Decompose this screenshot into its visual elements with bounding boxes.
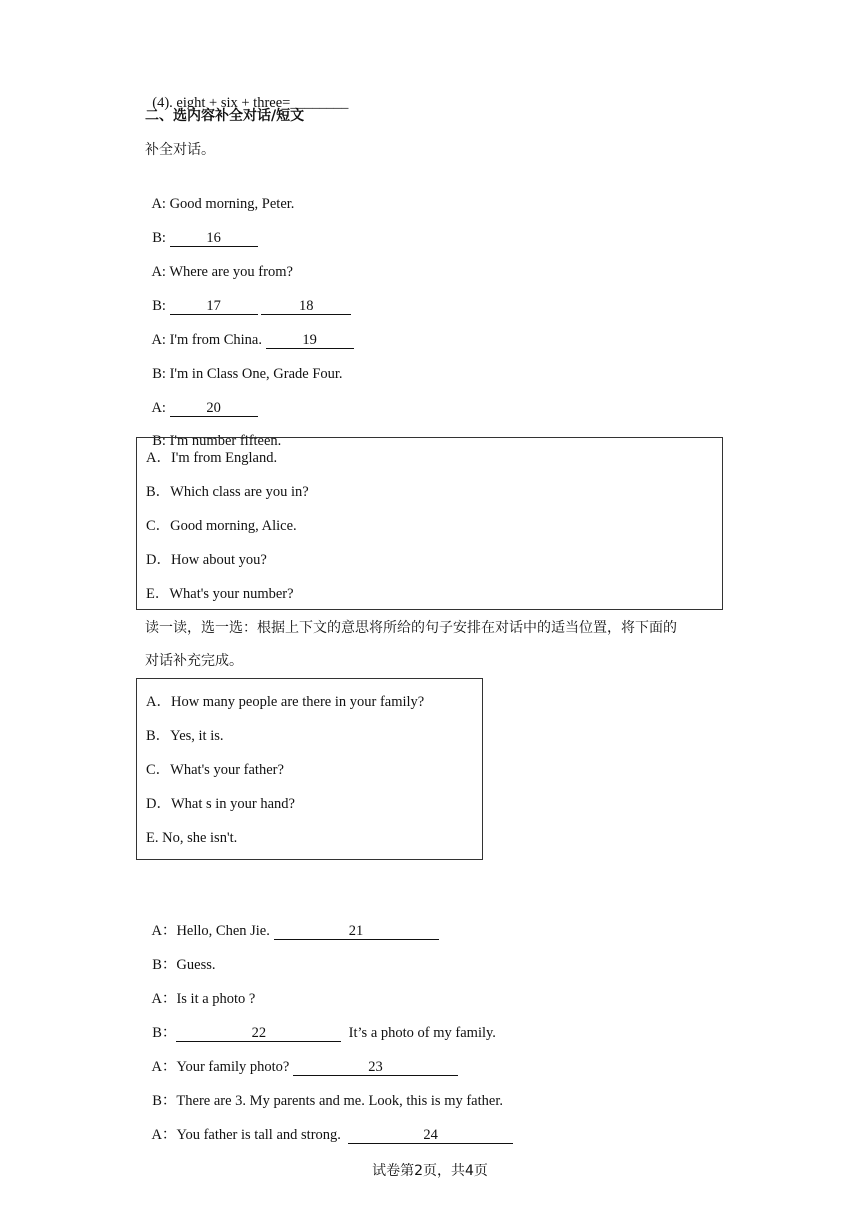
dialogue-text: Guess. [176,957,216,973]
option-b: B．Yes, it is. [146,728,224,744]
blank-number: 16 [206,230,221,246]
option-c: C．What's your father? [146,762,284,778]
option-d: D．How about you? [146,552,267,568]
option-c: C．Good morning, Alice. [146,518,297,534]
question-4-blank: ________ [290,95,349,111]
blank-number: 18 [298,298,314,314]
speaker: A： [151,991,177,1007]
dialogue-text: It’s a photo of my family. [341,1025,496,1041]
question-4-text: (4). eight + six + three= [152,95,291,111]
answer-blank-24[interactable] [348,1127,513,1144]
dialogue-line [145,1105,513,1145]
dialogue-text: Good morning, Peter. [169,196,295,212]
speaker: A： [151,1059,177,1075]
blank-number: 22 [251,1025,267,1041]
speaker: B: [152,433,170,449]
options-box [136,437,723,610]
dialogue-text: I'm from China. [169,332,266,348]
blank-number: 23 [368,1059,383,1075]
section-title: 二、选内容补全对话/短文 [145,108,305,124]
dialogue-text: You father is tall and strong. [176,1127,349,1143]
dialogue-text: Where are you from? [169,264,293,280]
option-a: A．I'm from England. [146,450,278,466]
blank-number: 19 [302,332,317,348]
blank-number: 24 [423,1127,438,1143]
option-b: B．Which class are you in? [146,484,309,500]
part2-instruction-line2: 对话补充完成。 [145,653,243,669]
dialogue-text: Is it a photo ? [176,991,256,1007]
blank-number: 17 [206,298,221,314]
options-box [136,678,483,860]
option-e: E．What's your number? [146,586,294,602]
speaker: A: [151,400,170,416]
speaker: A: [151,264,170,280]
speaker: A: [151,196,170,212]
page-footer: 试卷第2页，共4页 [372,1163,488,1179]
speaker: B: [152,298,170,314]
speaker: B: [152,230,170,246]
answer-blank-21[interactable] [274,923,439,940]
speaker: B： [152,1093,177,1109]
dialogue-text: Your family photo? [176,1059,293,1075]
speaker: A: [151,332,170,348]
part1-instruction: 补全对话。 [145,142,215,158]
blank-number: 21 [348,923,364,939]
speaker: A： [151,1127,177,1143]
part2-instruction-line1: 读一读，选一选：根据上下文的意思将所给的句子安排在对话中的适当位置，将下面的 [145,620,677,636]
dialogue-text: I'm number fifteen. [169,433,282,449]
speaker: B： [152,1025,177,1041]
dialogue-text: I'm in Class One, Grade Four. [169,366,343,382]
speaker: B: [152,366,170,382]
blank-number: 20 [206,400,221,416]
speaker: B： [152,957,177,973]
option-e: E. No, she isn't. [146,830,238,846]
dialogue-text: There are 3. My parents and me. Look, this is my father. [176,1093,503,1109]
dialogue-text: Hello, Chen Jie. [176,923,274,939]
option-d: D．What s in your hand? [146,796,295,812]
speaker: A： [151,923,177,939]
option-a: A．How many people are there in your family? [146,694,425,710]
